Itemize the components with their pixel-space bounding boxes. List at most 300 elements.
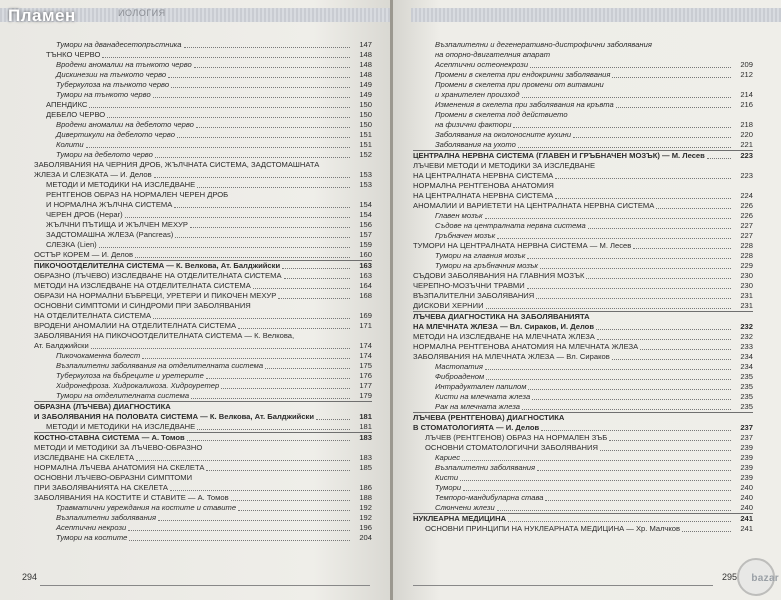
toc-entry <box>34 160 372 170</box>
toc-entry-title: НА МЛЕЧНАТА ЖЛЕЗА — Вл. Сираков, И. Делов <box>413 322 594 331</box>
footer-rule <box>413 585 713 586</box>
toc-entry <box>413 181 753 191</box>
toc-entry-page: 192 <box>359 503 372 512</box>
footer-rule <box>40 585 370 586</box>
toc-entry-page: 181 <box>359 412 372 421</box>
dot-leader <box>128 530 350 531</box>
dot-leader <box>187 440 350 441</box>
dot-leader <box>462 460 731 461</box>
toc-entry <box>34 210 372 220</box>
toc-entry <box>413 231 753 241</box>
toc-entry-page: 239 <box>740 473 753 482</box>
page-number: 294 <box>22 572 38 582</box>
toc-entry-page: 227 <box>740 221 753 230</box>
dot-leader <box>253 288 350 289</box>
toc-entry-page: 216 <box>740 100 753 109</box>
toc-entry-title: Тумори на гръбначния мозък <box>435 261 538 270</box>
toc-entry-title: АНОМАЛИИ И ВАРИЕТЕТИ НА ЦЕНТРАЛНАТА НЕРВНА СИСТЕМА <box>413 201 655 210</box>
toc-entry <box>413 261 753 271</box>
toc-entry-page: 163 <box>359 271 372 280</box>
toc-entry-page: 237 <box>740 433 753 442</box>
toc-entry-page: 231 <box>740 301 753 310</box>
toc-entry-page: 235 <box>740 382 753 391</box>
dot-leader <box>125 217 350 218</box>
header-band <box>411 8 781 22</box>
toc-entry <box>34 341 372 351</box>
toc-entry-title: ЛЪЧЕВ (РЕНТГЕНОВ) ОБРАЗ НА НОРМАЛЕН ЗЪБ <box>425 433 608 442</box>
watermark: Пламен <box>8 6 76 25</box>
toc-entry-page: 230 <box>740 281 753 290</box>
toc-entry-page: 149 <box>359 90 372 99</box>
toc-entry-page: 169 <box>359 311 372 320</box>
toc-entry-page: 192 <box>359 513 372 522</box>
toc-entry <box>413 130 753 140</box>
dot-leader <box>485 218 731 219</box>
toc-entry-page: 220 <box>740 130 753 139</box>
toc-entry <box>413 110 753 120</box>
toc-entry-title: Пикочокаменна болест <box>56 351 141 360</box>
toc-entry-page: 232 <box>740 332 753 341</box>
toc-entry-page: 235 <box>740 372 753 381</box>
toc-entry <box>34 271 372 281</box>
toc-entry <box>413 271 753 281</box>
toc-entry <box>413 150 753 161</box>
toc-entry-title: ЖЛЕЗА И СЛЕЗКАТА — И. Делов <box>34 170 152 179</box>
toc-entry-title: Тумори на дебелото черво <box>56 150 153 159</box>
toc-entry-page: 241 <box>740 524 753 533</box>
dot-leader <box>497 238 731 239</box>
toc-entry-title: ПИКОЧООТДЕЛИТЕЛНА СИСТЕМА — К. Велкова, Ат. Балджийски <box>34 261 281 270</box>
toc-entry <box>34 523 372 533</box>
toc-entry-title: Възпалителни заболявания <box>435 463 536 472</box>
dot-leader <box>89 107 350 108</box>
toc-entry-page: 160 <box>359 250 372 259</box>
toc-entry-page: 231 <box>740 291 753 300</box>
toc-entry-title: НА ЦЕНТРАЛНАТА НЕРВНА СИСТЕМА <box>413 191 554 200</box>
dot-leader <box>231 500 350 501</box>
dot-leader <box>191 398 350 399</box>
toc-entry-page: 151 <box>359 140 372 149</box>
toc-entry-page: 226 <box>740 201 753 210</box>
dot-leader <box>221 388 350 389</box>
dot-leader <box>184 47 351 48</box>
toc-entry <box>34 281 372 291</box>
toc-entry <box>413 493 753 503</box>
toc-entry-title: В СТОМАТОЛОГИЯТА — И. Делов <box>413 423 540 432</box>
toc-entry-page: 240 <box>740 493 753 502</box>
toc-entry <box>413 443 753 453</box>
dot-leader <box>174 207 350 208</box>
toc-entry <box>34 321 372 331</box>
dot-leader <box>171 87 350 88</box>
toc-entry <box>413 453 753 463</box>
toc-entry <box>413 201 753 211</box>
toc-entry-title: НА ЦЕНТРАЛНАТА НЕРВНА СИСТЕМА <box>413 171 554 180</box>
toc-entry-page: 232 <box>740 322 753 331</box>
dot-leader <box>536 298 731 299</box>
dot-leader <box>612 77 731 78</box>
toc-entry-title: Мастопатия <box>435 362 483 371</box>
toc-entry-page: 148 <box>359 50 372 59</box>
toc-entry <box>413 483 753 493</box>
toc-entry-page: 196 <box>359 523 372 532</box>
toc-entry-title: МЕТОДИ И МЕТОДИКИ ЗА ЛЪЧЕВО-ОБРАЗНО <box>34 443 203 452</box>
toc-entry-title: Тумори на тънкото черво <box>56 90 151 99</box>
toc-entry-title: Дискинезии на тънкото черво <box>56 70 167 79</box>
dot-leader <box>168 77 350 78</box>
toc-entry-page: 150 <box>359 120 372 129</box>
toc-entry <box>34 311 372 321</box>
dot-leader <box>135 257 350 258</box>
dot-leader <box>486 308 731 309</box>
dot-leader <box>460 480 731 481</box>
dot-leader <box>129 540 350 541</box>
toc-entry-title: Възпалителни заболявания на отделителната система <box>56 361 264 370</box>
toc-entry-title: Слюнчени жлези <box>435 503 495 512</box>
toc-entry-page: 227 <box>740 231 753 240</box>
dot-leader <box>284 278 350 279</box>
dot-leader <box>588 228 731 229</box>
toc-entry-title: НА ОТДЕЛИТЕЛНАТА СИСТЕМА <box>34 311 152 320</box>
toc-entry <box>413 171 753 181</box>
toc-entry-page: 229 <box>740 261 753 270</box>
dot-leader <box>206 378 350 379</box>
toc-entry-title: ТЪНКО ЧЕРВО <box>46 50 101 59</box>
toc-entry-title: И ЗАБОЛЯВАНИЯ НА ПОЛОВАТА СИСТЕМА — К. Велкова, Ат. Балджийски <box>34 412 315 421</box>
toc-entry <box>34 503 372 513</box>
dot-leader <box>155 157 350 158</box>
toc-entry-title: ТУМОРИ НА ЦЕНТРАЛНАТА НЕРВНА СИСТЕМА — М. Лесев <box>413 241 632 250</box>
dot-leader <box>513 127 731 128</box>
toc-entry-title: Съдове на централната нервна система <box>435 221 586 230</box>
dot-leader <box>597 339 731 340</box>
dot-leader <box>197 187 350 188</box>
toc-entry <box>413 221 753 231</box>
toc-entry-title: ОСНОВНИ СИМПТОМИ И СИНДРОМИ ПРИ ЗАБОЛЯВАНИЯ <box>34 301 251 310</box>
toc-entry-page: 230 <box>740 271 753 280</box>
toc-entry <box>413 412 753 423</box>
toc-entry-page: 154 <box>359 200 372 209</box>
toc-entry-title: Промени в скелета при ендокринни заболявания <box>435 70 611 79</box>
toc-entry <box>34 100 372 110</box>
dot-leader <box>206 470 350 471</box>
dot-leader <box>640 349 731 350</box>
toc-entry-title: ОСНОВНИ ЛЪЧЕВО-ОБРАЗНИ СИМПТОМИ <box>34 473 193 482</box>
dot-leader <box>616 107 731 108</box>
toc-entry-title: Тумори на отделителната система <box>56 391 190 400</box>
dot-leader <box>528 389 731 390</box>
toc-entry-page: 228 <box>740 241 753 250</box>
toc-entry <box>34 130 372 140</box>
toc-entry-page: 156 <box>359 220 372 229</box>
dot-leader <box>532 399 731 400</box>
dot-leader <box>197 429 350 430</box>
toc-entry <box>413 161 753 171</box>
toc-entry <box>413 70 753 80</box>
dot-leader <box>497 510 731 511</box>
toc-entry-title: Възпалителни заболявания <box>56 513 157 522</box>
dot-leader <box>107 117 350 118</box>
dot-leader <box>175 237 350 238</box>
toc-entry-title: ОСТЪР КОРЕМ — И. Делов <box>34 250 134 259</box>
toc-entry-page: 237 <box>740 423 753 432</box>
toc-entry-title: Колити <box>56 140 84 149</box>
toc-entry-page: 239 <box>740 463 753 472</box>
toc-entry <box>34 371 372 381</box>
toc-entry <box>413 352 753 362</box>
toc-entry-title: ВЪЗПАЛИТЕЛНИ ЗАБОЛЯВАНИЯ <box>413 291 535 300</box>
toc-entry-page: 224 <box>740 191 753 200</box>
dot-leader <box>707 158 731 159</box>
dot-leader <box>316 419 350 420</box>
toc-entry <box>34 220 372 230</box>
dot-leader <box>154 177 350 178</box>
toc-entry-title: Дивертикули на дебелото черво <box>56 130 175 139</box>
toc-entry-page: 241 <box>740 514 753 523</box>
toc-entry <box>34 240 372 250</box>
toc-entry <box>34 260 372 271</box>
toc-entry-page: 240 <box>740 503 753 512</box>
toc-entry <box>34 453 372 463</box>
dot-leader <box>463 490 731 491</box>
toc-entry-title: ОСНОВНИ ПРИНЦИПИ НА НУКЛЕАРНАТА МЕДИЦИНА — Хр. Малчков <box>425 524 681 533</box>
toc-entry-page: 183 <box>359 433 372 442</box>
toc-entry-page: 183 <box>359 453 372 462</box>
dot-leader <box>508 521 731 522</box>
toc-entry <box>413 241 753 251</box>
toc-entry <box>34 250 372 260</box>
toc-entry <box>413 382 753 392</box>
dot-leader <box>527 258 731 259</box>
dot-leader <box>238 328 350 329</box>
toc-entry-title: на физични фактори <box>435 120 512 129</box>
toc-entry <box>34 40 372 50</box>
toc-entry-page: 239 <box>740 453 753 462</box>
toc-entry <box>34 533 372 543</box>
toc-entry <box>34 412 372 422</box>
toc-entry <box>34 391 372 401</box>
dot-leader <box>540 268 731 269</box>
toc-entry-title: Травматични увреждания на костите и ставите <box>56 503 237 512</box>
toc-entry-title: ЧЕРЕПНО-МОЗЪЧНИ ТРАВМИ <box>413 281 525 290</box>
toc-entry <box>413 291 753 301</box>
toc-entry <box>413 503 753 513</box>
toc-entry-title: НОРМАЛНА РЕНТГЕНОВА АНАТОМИЯ <box>413 181 554 190</box>
dot-leader <box>555 198 731 199</box>
dot-leader <box>170 490 350 491</box>
toc-entry-title: Промени в скелета при промени от витамини <box>435 80 604 89</box>
toc-entry <box>34 381 372 391</box>
toc-entry-page: 148 <box>359 60 372 69</box>
toc-entry-page: 177 <box>359 381 372 390</box>
toc-entry <box>34 463 372 473</box>
toc-entry <box>34 110 372 120</box>
toc-entry-title: на опорно-двигателния апарат <box>435 50 551 59</box>
right-page <box>393 0 781 600</box>
toc-entry-title: ПРИ ЗАБОЛЯВАНИЯТА НА СКЕЛЕТА <box>34 483 168 492</box>
toc-entry-title: ЗАБОЛЯВАНИЯ НА МЛЕЧНАТА ЖЛЕЗА — Вл. Сираков <box>413 352 610 361</box>
toc-entry <box>413 40 753 50</box>
toc-entry <box>34 513 372 523</box>
toc-entry <box>34 90 372 100</box>
toc-entry-title: МЕТОДИ НА ИЗСЛЕДВАНЕ НА МЛЕЧНАТА ЖЛЕЗА <box>413 332 595 341</box>
dot-leader <box>196 127 350 128</box>
toc-entry-title: Кариес <box>435 453 461 462</box>
toc-entry-title: и хранителен произход <box>435 90 520 99</box>
dot-leader <box>682 531 731 532</box>
toc-entry <box>34 170 372 180</box>
toc-entry <box>34 331 372 341</box>
toc-entry-page: 150 <box>359 110 372 119</box>
toc-entry <box>34 180 372 190</box>
toc-entry-title: СЪДОВИ ЗАБОЛЯВАНИЯ НА ГЛАВНИЯ МОЗЪК <box>413 271 585 280</box>
dot-leader <box>153 318 350 319</box>
toc-entry-title: МЕТОДИ НА ИЗСЛЕДВАНЕ НА ОТДЕЛИТЕЛНАТА СИСТЕМА <box>34 281 251 290</box>
toc-entry-title: НОРМАЛНА РЕНТГЕНОВА АНАТОМИЯ НА МЛЕЧНАТА ЖЛЕЗА <box>413 342 639 351</box>
toc-entry-page: 218 <box>740 120 753 129</box>
toc-entry-page: 153 <box>359 180 372 189</box>
toc-entry <box>34 190 372 200</box>
dot-leader <box>586 278 731 279</box>
dot-leader <box>600 450 731 451</box>
toc-entry-page: 233 <box>740 342 753 351</box>
toc-entry <box>413 463 753 473</box>
toc-entry-page: 168 <box>359 291 372 300</box>
toc-entry-title: Туберкулоза на бъбреците и уретерите <box>56 371 204 380</box>
toc-entry-page: 176 <box>359 371 372 380</box>
toc-entry <box>413 211 753 221</box>
toc-entry-page: 147 <box>359 40 372 49</box>
toc-entry-title: СЛЕЗКА (Lien) <box>46 240 97 249</box>
toc-entry-page: 179 <box>359 391 372 400</box>
toc-entry <box>413 251 753 261</box>
toc-entry-page: 186 <box>359 483 372 492</box>
toc-entry-title: Тумори на дванадесетопръстника <box>56 40 182 49</box>
toc-entry <box>413 311 753 322</box>
dot-leader <box>596 329 731 330</box>
toc-entry <box>34 301 372 311</box>
toc-entry <box>413 362 753 372</box>
toc-entry <box>34 140 372 150</box>
toc-entry-title: ДИСКОВИ ХЕРНИИ <box>413 301 484 310</box>
toc-entry-page: 188 <box>359 493 372 502</box>
toc-entry <box>413 513 753 524</box>
toc-entry <box>34 432 372 443</box>
toc-entry-page: 174 <box>359 351 372 360</box>
toc-entry-title: КОСТНО-СТАВНА СИСТЕМА — А. Томов <box>34 433 185 442</box>
toc-entry-page: 157 <box>359 230 372 239</box>
running-header: ИОЛОГИЯ <box>118 8 166 18</box>
dot-leader <box>527 288 731 289</box>
toc-entry <box>34 230 372 240</box>
toc-entry-page: 204 <box>359 533 372 542</box>
toc-entry-title: Промени в скелета под действието <box>435 110 568 119</box>
dot-leader <box>522 409 731 410</box>
toc-entry <box>413 372 753 382</box>
toc-entry-page: 181 <box>359 422 372 431</box>
toc-entry-title: Вродени аномалии на дебелото черво <box>56 120 194 129</box>
page-number: 295 <box>721 572 737 582</box>
toc-entry-page: 174 <box>359 341 372 350</box>
toc-entry-title: МЕТОДИ И МЕТОДИКИ НА ИЗСЛЕДВАНЕ <box>46 180 196 189</box>
dot-leader <box>518 147 731 148</box>
toc-entry-page: 164 <box>359 281 372 290</box>
toc-entry-page: 226 <box>740 211 753 220</box>
toc-entry-title: ЦЕНТРАЛНА НЕРВНА СИСТЕМА (ГЛАВЕН И ГРЪБНАЧЕН МОЗЪК) — М. Лесев <box>413 151 705 160</box>
toc-entry-title: Възпалителни и дегенеративно-дистрофични заболявания <box>435 40 652 49</box>
toc-entry-page: 153 <box>359 170 372 179</box>
toc-entry-page: 149 <box>359 80 372 89</box>
dot-leader <box>486 379 731 380</box>
dot-leader <box>282 268 350 269</box>
toc-entry-title: МЕТОДИ И МЕТОДИКИ НА ИЗСЛЕДВАНЕ <box>46 422 196 431</box>
toc-entry-title: Рак на млечната жлеза <box>435 402 520 411</box>
toc-entry <box>413 100 753 110</box>
toc-entry-title: Кисти <box>435 473 459 482</box>
toc-entry <box>413 342 753 352</box>
toc-entry-title: АПЕНДИКС <box>46 100 88 109</box>
dot-leader <box>541 430 731 431</box>
toc-entry <box>413 332 753 342</box>
dot-leader <box>278 298 350 299</box>
toc-entry-title: РЕНТГЕНОВ ОБРАЗ НА НОРМАЛЕН ЧЕРЕН ДРОБ <box>46 190 229 199</box>
toc-entry <box>413 60 753 70</box>
toc-entry-title: ЛЪЧЕВА (РЕНТГЕНОВА) ДИАГНОСТИКА <box>413 413 565 422</box>
toc-entry <box>413 191 753 201</box>
toc-entry-page: 150 <box>359 100 372 109</box>
toc-entry <box>34 361 372 371</box>
toc-entry <box>34 50 372 60</box>
toc-entry <box>34 422 372 432</box>
toc-entry-page: 239 <box>740 443 753 452</box>
toc-entry-page: 171 <box>359 321 372 330</box>
dot-leader <box>102 57 350 58</box>
toc-entry <box>413 524 753 534</box>
dot-leader <box>609 440 731 441</box>
seller-logo-text: bazar <box>751 573 779 584</box>
dot-leader <box>537 470 731 471</box>
toc-entry <box>413 281 753 291</box>
toc-entry-title: Заболявания на ухото <box>435 140 516 149</box>
toc-entry-title: Асептични остеонекрози <box>435 60 529 69</box>
toc-entry-title: ЗАБОЛЯВАНИЯ НА КОСТИТЕ И СТАВИТЕ — А. Томов <box>34 493 229 502</box>
toc-entry-page: 235 <box>740 392 753 401</box>
toc-entry <box>34 120 372 130</box>
toc-entry-title: ИЗСЛЕДВАНЕ НА СКЕЛЕТА <box>34 453 135 462</box>
toc-entry-title: Тумори <box>435 483 462 492</box>
toc-entry-title: Асептични некрози <box>56 523 127 532</box>
toc-entry <box>34 60 372 70</box>
toc-entry-title: ЛЪЧЕВА ДИАГНОСТИКА НА ЗАБОЛЯВАНИЯТА <box>413 312 590 321</box>
toc-entry <box>413 80 753 90</box>
toc-entry-page: 234 <box>740 352 753 361</box>
toc-entry-title: Тумори на костите <box>56 533 128 542</box>
dot-leader <box>265 368 350 369</box>
toc-entry-page: 152 <box>359 150 372 159</box>
dot-leader <box>485 369 731 370</box>
toc-entry-title: Темпоро-мандибуларна става <box>435 493 544 502</box>
dot-leader <box>99 247 350 248</box>
dot-leader <box>91 348 350 349</box>
toc-entry-title: ЛЪЧЕВИ МЕТОДИ И МЕТОДИКИ ЗА ИЗСЛЕДВАНЕ <box>413 161 596 170</box>
dot-leader <box>158 520 350 521</box>
toc-entry <box>34 291 372 301</box>
toc-entry-title: ВРОДЕНИ АНОМАЛИИ НА ОТДЕЛИТЕЛНАТА СИСТЕМА <box>34 321 237 330</box>
toc-entry-title: Туберкулоза на тънкото черво <box>56 80 170 89</box>
toc-entry <box>413 402 753 412</box>
toc-entry <box>34 483 372 493</box>
toc-entry-title: Главен мозък <box>435 211 483 220</box>
